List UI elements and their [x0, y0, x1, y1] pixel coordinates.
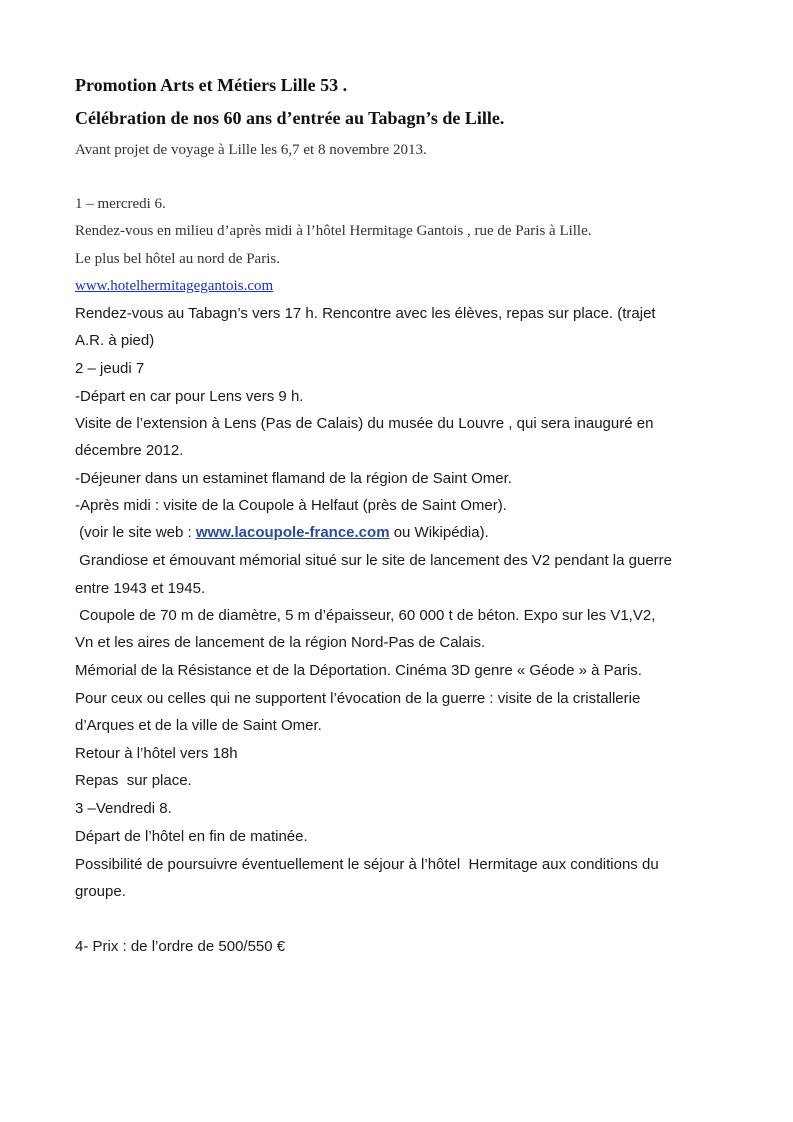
- document-subtitle: Avant projet de voyage à Lille les 6,7 et 8 novembre 2013.: [75, 142, 427, 158]
- day2-line-memorial-cont: entre 1943 et 1945.: [75, 580, 206, 597]
- day2-line-repas: Repas sur place.: [75, 772, 192, 789]
- coupole-website-link[interactable]: www.lacoupole-france.com: [195, 524, 390, 541]
- day3-line-depart: Départ de l’hôtel en fin de matinée.: [75, 828, 308, 845]
- day2-line-memorial: Grandiose et émouvant mémorial situé sur le site de lancement des V2 pendant la guerre: [75, 552, 672, 569]
- day3-line-sejour-cont: groupe.: [75, 883, 126, 900]
- day1-line-tabagns: Rendez-vous au Tabagn’s vers 17 h. Rencontre avec les élèves, repas sur place. (trajet: [75, 305, 656, 322]
- website-prefix: (voir le site web :: [75, 524, 196, 541]
- day2-line-resistance: Mémorial de la Résistance et de la Déportation. Cinéma 3D genre « Géode » à Paris.: [75, 662, 642, 679]
- day2-line-dejeuner: -Déjeuner dans un estaminet flamand de la région de Saint Omer.: [75, 470, 512, 487]
- day1-line-hotel: Le plus bel hôtel au nord de Paris.: [75, 251, 280, 267]
- day2-line-dimensions-cont: Vn et les aires de lancement de la région Nord-Pas de Calais.: [75, 634, 486, 651]
- day2-line-louvre-cont: décembre 2012.: [75, 442, 184, 459]
- day2-line-cristallerie: Pour ceux ou celles qui ne supportent l’évocation de la guerre : visite de la cristallerie: [75, 690, 641, 707]
- price-line: 4- Prix : de l’ordre de 500/550 €: [75, 938, 286, 955]
- day2-line-cristallerie-cont: d’Arques et de la ville de Saint Omer.: [75, 717, 322, 734]
- day1-line-tabagns-cont: A.R. à pied): [75, 332, 155, 349]
- document-title-celebration: Célébration de nos 60 ans d’entrée au Tabagn’s de Lille.: [75, 108, 505, 128]
- day2-line-louvre: Visite de l’extension à Lens (Pas de Calais) du musée du Louvre , qui sera inauguré en: [75, 415, 654, 432]
- day1-line-rendezvous: Rendez-vous en milieu d’après midi à l’hôtel Hermitage Gantois , rue de Paris à Lille.: [75, 223, 592, 239]
- document-title: Promotion Arts et Métiers Lille 53 .: [75, 75, 348, 95]
- day3-heading: 3 –Vendredi 8.: [75, 800, 172, 817]
- day1-heading: 1 – mercredi 6.: [75, 196, 166, 212]
- hotel-website-link[interactable]: www.hotelhermitagegantois.com: [75, 278, 274, 294]
- day3-line-sejour: Possibilité de poursuivre éventuellement le séjour à l’hôtel Hermitage aux conditions du: [75, 856, 659, 873]
- day2-line-dimensions: Coupole de 70 m de diamètre, 5 m d’épaisseur, 60 000 t de béton. Expo sur les V1,V2,: [75, 607, 656, 624]
- website-suffix: ou Wikipédia).: [389, 524, 489, 541]
- day2-line-depart: -Départ en car pour Lens vers 9 h.: [75, 388, 304, 405]
- day2-line-coupole: -Après midi : visite de la Coupole à Helfaut (près de Saint Omer).: [75, 497, 507, 514]
- day2-line-retour: Retour à l’hôtel vers 18h: [75, 745, 238, 762]
- day2-heading: 2 – jeudi 7: [75, 360, 145, 377]
- day2-line-website: [75, 524, 489, 541]
